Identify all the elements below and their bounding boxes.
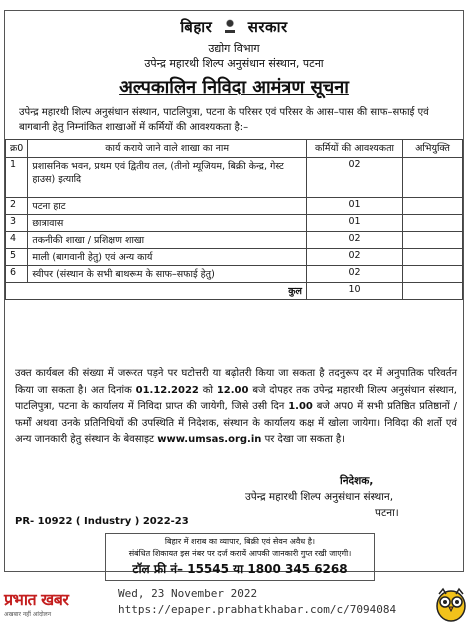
submission-date: 01.12.2022 (135, 384, 199, 396)
signature-block (245, 473, 455, 521)
total-value: 10 (307, 283, 403, 300)
gov-label: सरकार (247, 18, 288, 36)
notice-title: अल्पकालिन निविदा आमंत्रण सूचना (119, 77, 349, 98)
col-header-remark: अभियुक्ति (403, 140, 463, 158)
alert-line-1: बिहार में शराब का व्यापार, बिक्री एवं सेवन अवैध है। (164, 537, 316, 546)
body-part-3: बजे दोपहर तक उपेन्द्र महारथी शिल्प अनुसंधान संस्थान, पाटलिपुत्रा, पटना के कार्यालय में निविदा प्राप्त की जायेगी, जिसे उसी दिन (15, 384, 457, 412)
department-block (5, 41, 463, 71)
body-part-5: पर देखा जा सकता है। (264, 434, 345, 445)
opening-time: 1.00 (288, 401, 313, 412)
edition-date: Wed, 23 November 2022 (118, 587, 258, 600)
col-header-num: क्र0 (6, 140, 28, 158)
prabhat-khabar-logo[interactable] (4, 588, 116, 618)
col-header-name: कार्य कराये जाने वाले शाखा का नाम (28, 140, 307, 158)
row-req: 02 (307, 158, 403, 198)
signature-city: पटना। (375, 507, 399, 519)
row-name: छात्रावास (28, 215, 307, 232)
brand-tagline: अखबार नहीं आंदोलन (4, 611, 52, 618)
body-part-4: बजे अप0 में सभी प्रतिष्ठित प्रतिष्ठानों / फर्मों अथवा उनके प्रतिनिधियों की उपस्थिति में निदेशक, संस्थान के कार्यालय कक्ष में खोला जायेगा। निविदा की शर्तो एवं अन्य जानकारी हेतु संस्थान के बेवसाइट (15, 401, 458, 445)
department-name: उद्योग विभाग (208, 42, 260, 55)
row-num: 1 (6, 158, 28, 198)
table-row (6, 158, 463, 198)
table-row (6, 266, 463, 283)
body-part-1: उक्त कार्यबल की संख्या में जरूरत पड़ने पर घटोत्तरी या बढ़ोतरी किया जा सकता है तदनुरूप दर में अनुपातिक परिवर्तन किया जा सकता है। अत दिनांक (15, 368, 457, 396)
row-req: 02 (307, 232, 403, 249)
toll-free-number: टॉल फ्री नं– 15545 या 1800 345 6268 (132, 562, 348, 576)
row-name: माली (बागवानी हेतु) एवं अन्य कार्य (28, 249, 307, 266)
table-row (6, 232, 463, 249)
epaper-footer (0, 584, 472, 624)
row-name: स्वीपर (संस्थान के सभी बाथरूम के साफ–सफाई हेतु) (28, 266, 307, 283)
table-total-row (6, 283, 463, 300)
body-part-2: को (202, 384, 213, 396)
row-num: 6 (6, 266, 28, 283)
submission-time: 12.00 (216, 384, 249, 396)
total-remark (403, 283, 463, 300)
total-label: कुल (6, 283, 307, 300)
table-row (6, 215, 463, 232)
row-req: 02 (307, 266, 403, 283)
website-link[interactable]: www.umsas.org.in (157, 434, 262, 445)
institute-name: उपेन्द्र महारथी शिल्प अनुसंधान संस्थान, पटना (144, 57, 324, 70)
row-remark (403, 198, 463, 215)
intro-text: उपेन्द्र महारथी शिल्प अनुसंधान संस्थान, पाटलिपुत्रा, पटना के परिसर एवं परिसर के आस–पास की साफ–सफाई एवं बागबानी हेतु निम्नांकित शाखाओं में कर्मियों की आवश्यकता है:– (19, 107, 429, 133)
row-num: 4 (6, 232, 28, 249)
owl-mascot-icon (434, 586, 468, 622)
state-emblem-icon (222, 17, 238, 35)
works-table (5, 139, 463, 300)
row-req: 01 (307, 198, 403, 215)
alert-line-2: संबंधित शिकायत इस नंबर पर दर्ज करायें आपकी जानकारी गुप्त रखी जाएगी। (128, 549, 352, 558)
row-name: तकनीकी शाखा / प्रशिक्षण शाखा (28, 232, 307, 249)
row-remark (403, 266, 463, 283)
row-remark (403, 232, 463, 249)
table-header-row (6, 140, 463, 158)
tender-notice (4, 10, 464, 576)
row-num: 5 (6, 249, 28, 266)
row-name: पटना हाट (28, 198, 307, 215)
signature-title: निदेशक, (340, 475, 374, 487)
row-num: 3 (6, 215, 28, 232)
government-header (5, 17, 463, 37)
state-name: बिहार (180, 18, 213, 36)
edition-url[interactable]: https://epaper.prabhatkhabar.com/c/7094084 (118, 603, 397, 616)
edition-meta (118, 586, 396, 618)
row-name: प्रशासनिक भवन, प्रथम एवं द्वितीय तल, (तीनो म्यूजियम, बिक्री केन्द्र, गेस्ट हाउस) इत्यादि (28, 158, 307, 198)
row-req: 01 (307, 215, 403, 232)
row-num: 2 (6, 198, 28, 215)
table-row (6, 198, 463, 215)
notice-body (15, 366, 457, 449)
row-req: 02 (307, 249, 403, 266)
row-remark (403, 158, 463, 198)
brand-name: प्रभात खबर (4, 590, 69, 609)
pr-number: PR- 10922 ( Industry ) 2022-23 (15, 516, 189, 527)
row-remark (403, 215, 463, 232)
signature-institute: उपेन्द्र महारथी शिल्प अनुसंधान संस्थान, (245, 491, 394, 503)
prohibition-alert (105, 533, 375, 581)
row-remark (403, 249, 463, 266)
table-row (6, 249, 463, 266)
col-header-req: कर्मियों की आवश्यकता (307, 140, 403, 158)
